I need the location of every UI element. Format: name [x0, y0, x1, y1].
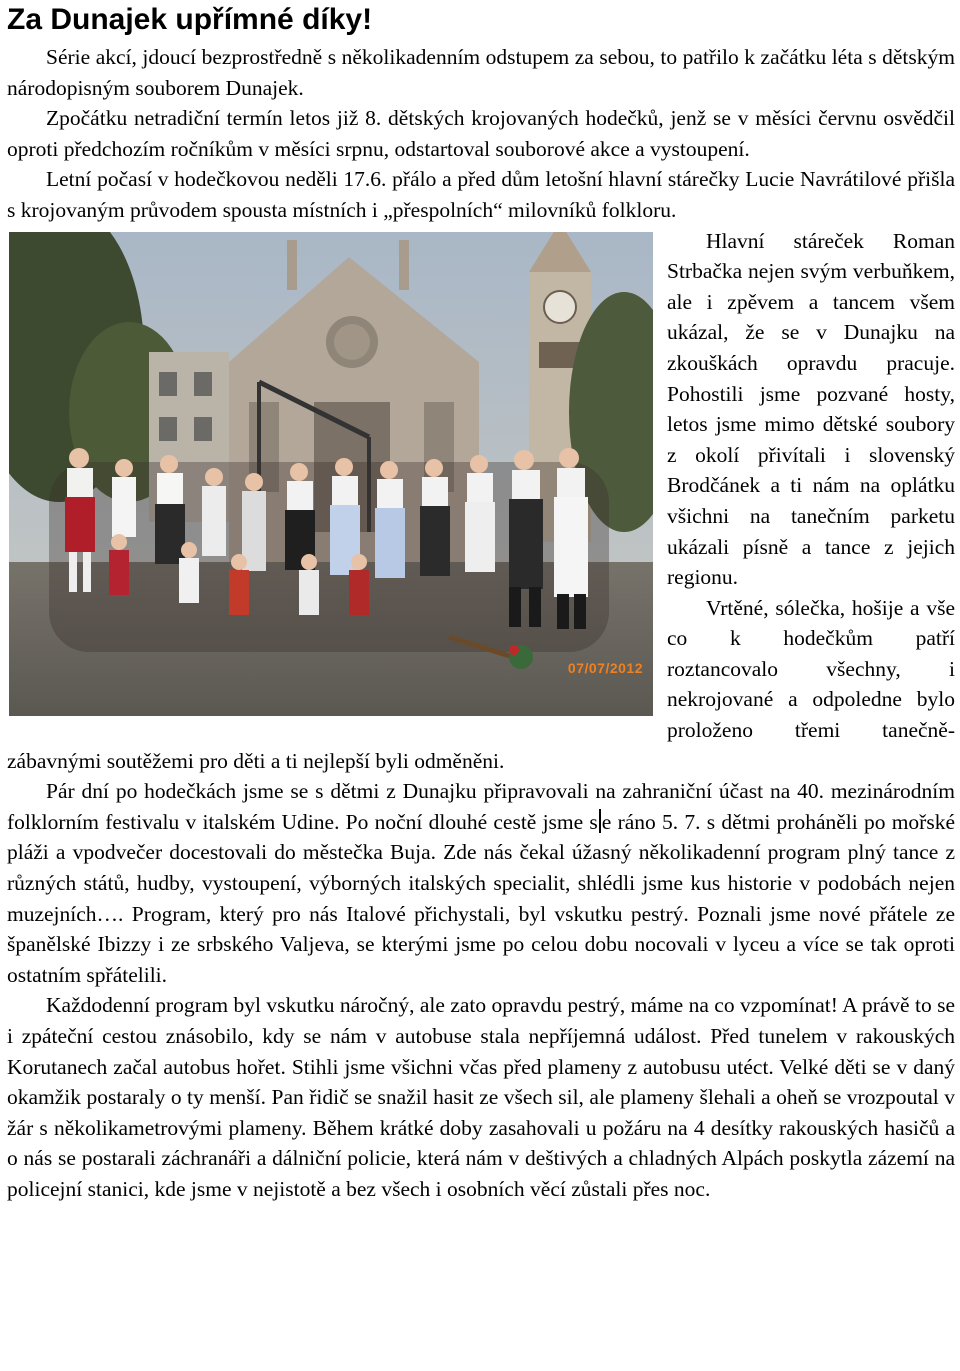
group-photo-illustration	[9, 232, 653, 716]
paragraph-return-trip: Každodenní program byl vskutku náročný, ale zato opravdu pestrý, máme na co vzpomínat! A právě to se i zpáteční cestou znásobilo, kdy se nám v autobuse stala nepříjemná událost. Před tunelem v rakouských Korutanech začal autobus hořet. Stihli jsme všichni včas před plameny z autobusu utéct. Velké děti se v daný okamžik postaraly o ty menší. Pan řidič se snažil hasit ze všech sil, ale plameny šlehali a oheň se vrozpoutal v žár s několikametrovými plameny. Během krátké doby zasahovali u požáru na 4 desítky rakouských hasičů a o nás se postarali záchranáři a dálniční policie, která nám v deštivých a chladných Alpách poskytla zázemí na policejní stanici, kde jsme v nejistotě a bez všech i osobních věcí zůstali přes noc.	[7, 993, 955, 1201]
photo-date-stamp: 07/07/2012	[567, 659, 643, 676]
paragraph-vrtene: Vrtěné, sólečka, hošije a vše co k hodečkům patří roztancovalo všechny, i nekrojované a odpoledne bylo proloženo třemi tanečně-zábavnými soutěžemi pro děti a ti nejlepší byli odměněni.	[7, 595, 955, 773]
photo-section	[7, 226, 955, 777]
text-cursor	[599, 809, 601, 833]
paragraph-festival-end: e ráno 5. 7. s dětmi proháněli po mořské pláži a vpodvečer docestovali do městečka Buja. Zde nás čekal úžasný několikadenní program plný tance z různých států, hudby, vystoupení, výborných italských specialit, shlédli jsme kus historie v podobách nejen muzejních…. Program, který pro nás Italové přichystali, byl vskutku pestrý. Poznali jsme nové přátele ze španělské Ibizzy i ze srbského Valjeva, se kterými jsme po celou dobu nocovali v lyceu a více se tak oproti ostatním spřátelili.	[7, 809, 955, 987]
paragraph-hodecky-start: Zpočátku netradiční termín letos již 8. dětských krojovaných hodečků, jenž se v měsíci červnu osvědčil oproti předchozím ročníkům v měsíci srpnu, odstartoval souborové akce a vystoupení.	[7, 106, 955, 161]
paragraph-festival-start: Pár dní po hodečkách jsme se s dětmi z Dunajku připravovali na zahraniční účast na 40. mezinárodním folklorním festivalu v italském Udine. Po noční dlouhé cestě jsme s	[7, 779, 955, 834]
group-photo	[9, 232, 653, 716]
paragraph-hodecky-weather: Letní počasí v hodečkovou neděli 17.6. přálo a před dům letošní hlavní stárečky Lucie Navrátilové přišla s krojovaným průvodem spousta místních i „přespolních“ milovníků folkloru.	[7, 167, 955, 222]
article-title: Za Dunajek upřímné díky!	[7, 3, 373, 36]
paragraph-intro: Série akcí, jdoucí bezprostředně s několikadenním odstupem za sebou, to patřilo k začátku léta s dětským národopisným souborem Dunajek.	[7, 45, 955, 100]
document-page	[0, 2, 960, 1371]
paragraph-hlavni-starecek: Hlavní stáreček Roman Strbačka nejen svým verbuňkem, ale i zpěvem a tancem všem ukázal, že se v Dunajku na zkouškách opravdu pracuje. Pohostili jsme pozvané hosty, letos jsme mimo dětské soubory z okolí přivítali i slovenský Brodčánek a ti nám na oplátku všichni na tanečním parketu ukázali písně a tance z jejich regionu.	[667, 228, 955, 590]
paragraph-festival	[7, 776, 955, 990]
